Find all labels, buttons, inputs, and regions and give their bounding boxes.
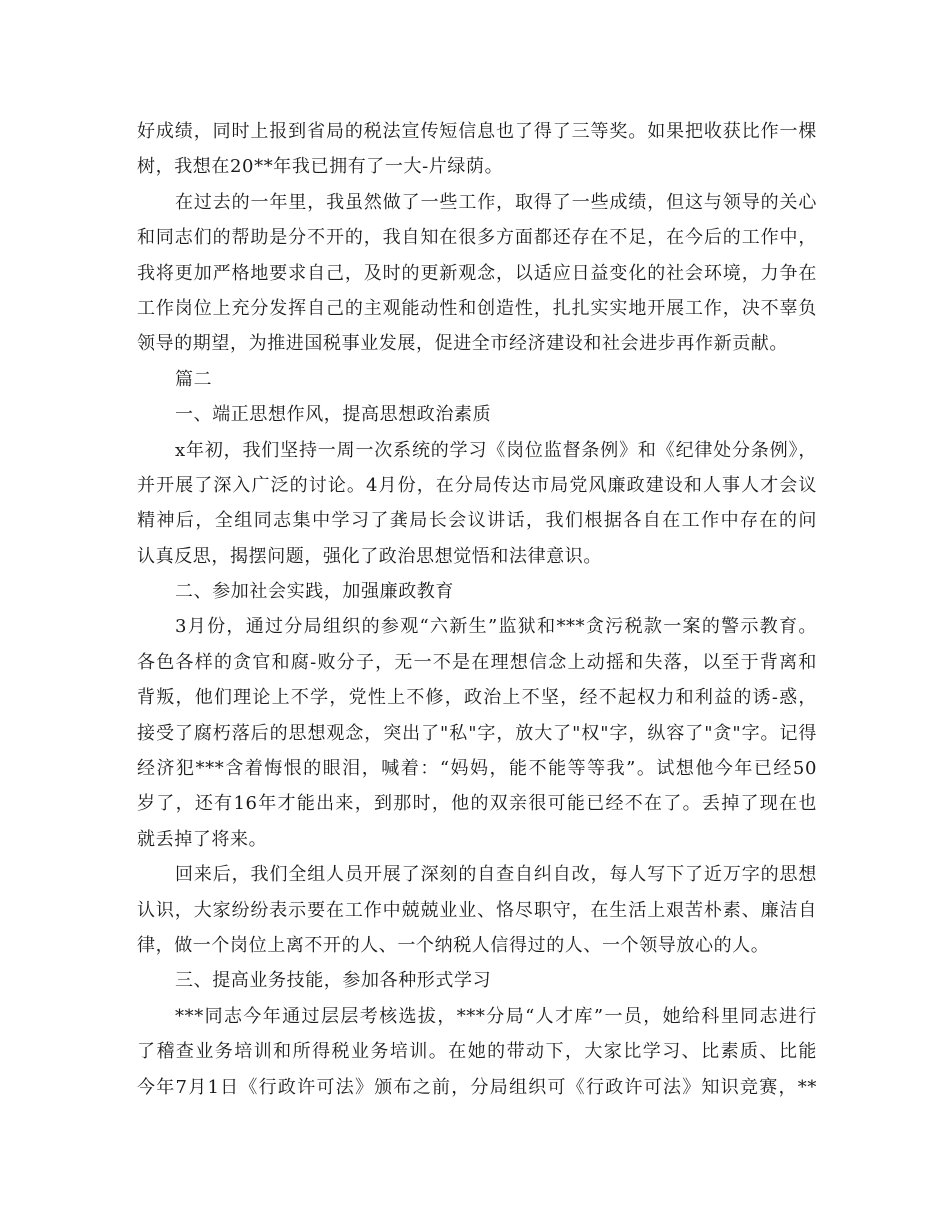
document-line: 律，做一个岗位上离不开的人、一个纳税人信得过的人、一个领导放心的人。 xyxy=(137,934,770,956)
document-line: 和同志们的帮助是分不开的，我自知在很多方面都还存在不足，在今后的工作中， xyxy=(137,227,817,249)
document-line: 好成绩，同时上报到省局的税法宣传短信息也了得了三等奖。如果把收获比作一棵 xyxy=(137,121,817,142)
document-line: 今年7月1日《行政许可法》颁布之前，分局组织可《行政许可法》知识竞赛，** xyxy=(137,1076,817,1098)
document-line: x年初，我们坚持一周一次系统的学习《岗位监督条例》和《纪律处分条例》， xyxy=(175,439,817,461)
document-body xyxy=(137,114,817,1105)
document-line: 一、端正思想作风，提高思想政治素质 xyxy=(175,404,492,426)
document-line: 三、提高业务技能，参加各种形式学习 xyxy=(175,970,492,992)
document-line: 各色各样的贪官和腐-败分子，无一不是在理想信念上动摇和失落，以至于背离和 xyxy=(137,651,817,673)
document-line: 背叛，他们理论上不学，党性上不修，政治上不坚，经不起权力和利益的诱-惑， xyxy=(137,687,817,709)
document-line: 了稽查业务培训和所得税业务培训。在她的带动下，大家比学习、比素质、比能 xyxy=(137,1041,817,1063)
document-line: 认真反思，揭摆问题，强化了政治思想觉悟和法律意识。 xyxy=(137,545,602,567)
document-line: 二、参加社会实践，加强廉政教育 xyxy=(175,581,454,603)
document-line: 并开展了深入广泛的讨论。4月份，在分局传达市局党风廉政建设和人事人才会议 xyxy=(137,474,817,496)
document-line: 经济犯***含着悔恨的眼泪，喊着：“妈妈，能不能等等我”。试想他今年已经50 xyxy=(137,758,817,780)
document-line: 回来后，我们全组人员开展了深刻的自查自纠自改，每人写下了近万字的思想 xyxy=(175,864,817,886)
document-line: ***同志今年通过层层考核选拔，***分局“人才库”一员，她给科里同志进行 xyxy=(175,1005,817,1027)
document-line: 在过去的一年里，我虽然做了一些工作，取得了一些成绩，但这与领导的关心 xyxy=(175,191,817,213)
document-line: 领导的期望，为推进国税事业发展，促进全市经济建设和社会进步再作新贡献。 xyxy=(137,333,788,355)
document-line: 认识，大家纷纷表示要在工作中兢兢业业、恪尽职守，在生活上艰苦朴素、廉洁自 xyxy=(137,899,817,921)
document-line: 3月份，通过分局组织的参观“六新生”监狱和***贪污税款一案的警示教育。 xyxy=(175,616,817,638)
document-line: 篇二 xyxy=(175,368,213,390)
document-line: 就丢掉了将来。 xyxy=(137,828,268,850)
document-line: 接受了腐朽落后的思想观念，突出了"私"字，放大了"权"字，纵容了"贪"字。记得 xyxy=(137,722,817,744)
document-line: 树，我想在20**年我已拥有了一大-片绿荫。 xyxy=(137,156,504,178)
document-line: 岁了，还有16年才能出来，到那时，他的双亲很可能已经不在了。丢掉了现在也 xyxy=(137,793,817,815)
document-line: 我将更加严格地要求自己，及时的更新观念，以适应日益变化的社会环境，力争在 xyxy=(137,262,817,284)
document-line: 工作岗位上充分发挥自己的主观能动性和创造性，扎扎实实地开展工作，决不辜负 xyxy=(137,297,817,319)
document-line: 精神后，全组同志集中学习了龚局长会议讲话，我们根据各自在工作中存在的问 xyxy=(137,510,817,532)
